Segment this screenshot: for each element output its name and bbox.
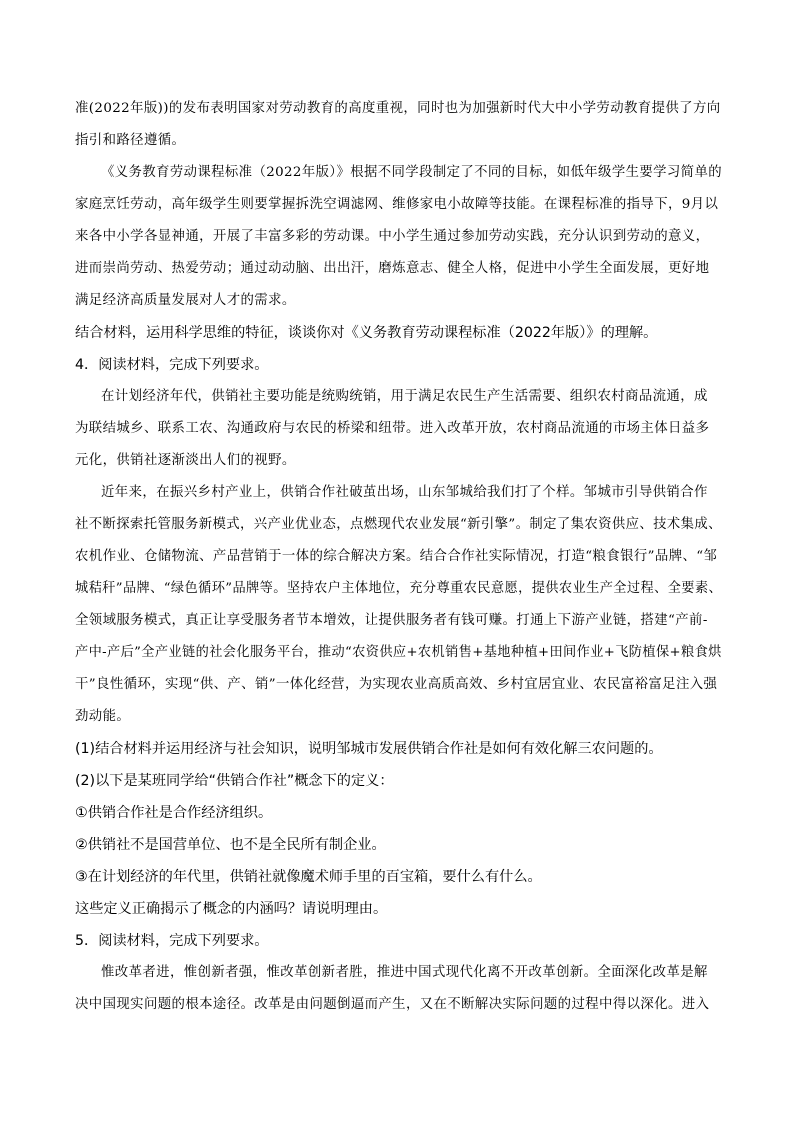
definition-2: ②供销社不是国营单位、也不是全民所有制企业。 xyxy=(75,837,386,853)
material-line: 近年来，在振兴乡村产业上，供销合作社破茧出场，山东邹城给我们打了个样。邹城市引导供销合作 xyxy=(101,485,708,500)
material-line: 指引和路径遵循。 xyxy=(75,133,186,148)
material-line: 劲动能。 xyxy=(75,709,131,724)
sub-question-2-prompt: 这些定义正确揭示了概念的内涵吗？请说明理由。 xyxy=(75,901,388,917)
material-line: 农机作业、仓储物流、产品营销于一体的综合解决方案。结合合作社实际情况，打造“粮食银行”品牌、“邹 xyxy=(75,549,718,564)
material-line: 社不断探索托管服务新模式，兴产业优业态，点燃现代农业发展“新引擎”。制定了集农资供应、技术集成、 xyxy=(75,517,722,532)
material-line: 进而崇尚劳动、热爱劳动；通过动动脑、出出汗，磨炼意志、健全人格，促进中小学生全面发展，更好地 xyxy=(75,261,710,276)
material-line: 决中国现实问题的根本途径。改革是由问题倒逼而产生，又在不断解决实际问题的过程中得以深化。进入 xyxy=(75,997,710,1012)
definition-3: ③在计划经济的年代里，供销社就像魔术师手里的百宝箱，要什么有什么。 xyxy=(75,869,542,885)
material-line: 为联结城乡、联系工农、沟通政府与农民的桥梁和纽带。进入改革开放，农村商品流通的市场主体日益多 xyxy=(75,421,710,436)
material-line: 元化，供销社逐渐淡出人们的视野。 xyxy=(75,453,296,468)
material-line: 全领域服务模式，真正让享受服务者节本增效，让提供服务者有钱可赚。打通上下游产业链，搭建“产前- xyxy=(75,613,708,628)
question-heading: 5．阅读材料，完成下列要求。 xyxy=(75,933,269,949)
question-text: 结合材料，运用科学思维的特征，谈谈你对《义务教育劳动课程标准（2022年版）》的理解。 xyxy=(75,325,658,341)
sub-question-2: (2)以下是某班同学给“供销合作社”概念下的定义： xyxy=(75,773,394,789)
material-line: 来各中小学各显神通，开展了丰富多彩的劳动课。中小学生通过参加劳动实践，充分认识到劳动的意义， xyxy=(75,229,710,244)
material-line: 城秸秆”品牌、“绿色循环”品牌等。坚持农户主体地位，充分尊重农民意愿，提供农业生产全过程、全要素、 xyxy=(75,581,723,596)
material-line: 干”良性循环，实现“供、产、销”一体化经营，为实现农业高质高效、乡村宜居宜业、农民富裕富足注入强 xyxy=(75,677,718,692)
material-line: 在计划经济年代，供销社主要功能是统购统销，用于满足农民生产生活需要、组织农村商品流通，成 xyxy=(101,389,708,404)
material-line: 准(2022年版))的发布表明国家对劳动教育的高度重视，同时也为加强新时代大中小学劳动教育提供了方向 xyxy=(75,101,721,116)
material-line: 家庭烹饪劳动，高年级学生则要掌握拆洗空调滤网、维修家电小故障等技能。在课程标准的指导下，9月以 xyxy=(75,197,719,212)
question-heading: 4．阅读材料，完成下列要求。 xyxy=(75,357,269,373)
sub-question-1: (1)结合材料并运用经济与社会知识，说明邹城市发展供销合作社是如何有效化解三农问题的。 xyxy=(75,741,663,757)
material-line: 产中-产后”全产业链的社会化服务平台，推动“农资供应+农机销售+基地种植+田间作业+飞防植保+粮食烘 xyxy=(75,645,722,660)
definition-1: ①供销合作社是合作经济组织。 xyxy=(75,805,273,821)
material-line: 满足经济高质量发展对人才的需求。 xyxy=(75,293,296,308)
material-line: 惟改革者进，惟创新者强，惟改革创新者胜，推进中国式现代化离不开改革创新。全面深化改革是解 xyxy=(101,965,708,980)
material-line: 《义务教育劳动课程标准（2022年版）》根据不同学段制定了不同的目标，如低年级学生要学习简单的 xyxy=(101,165,722,180)
